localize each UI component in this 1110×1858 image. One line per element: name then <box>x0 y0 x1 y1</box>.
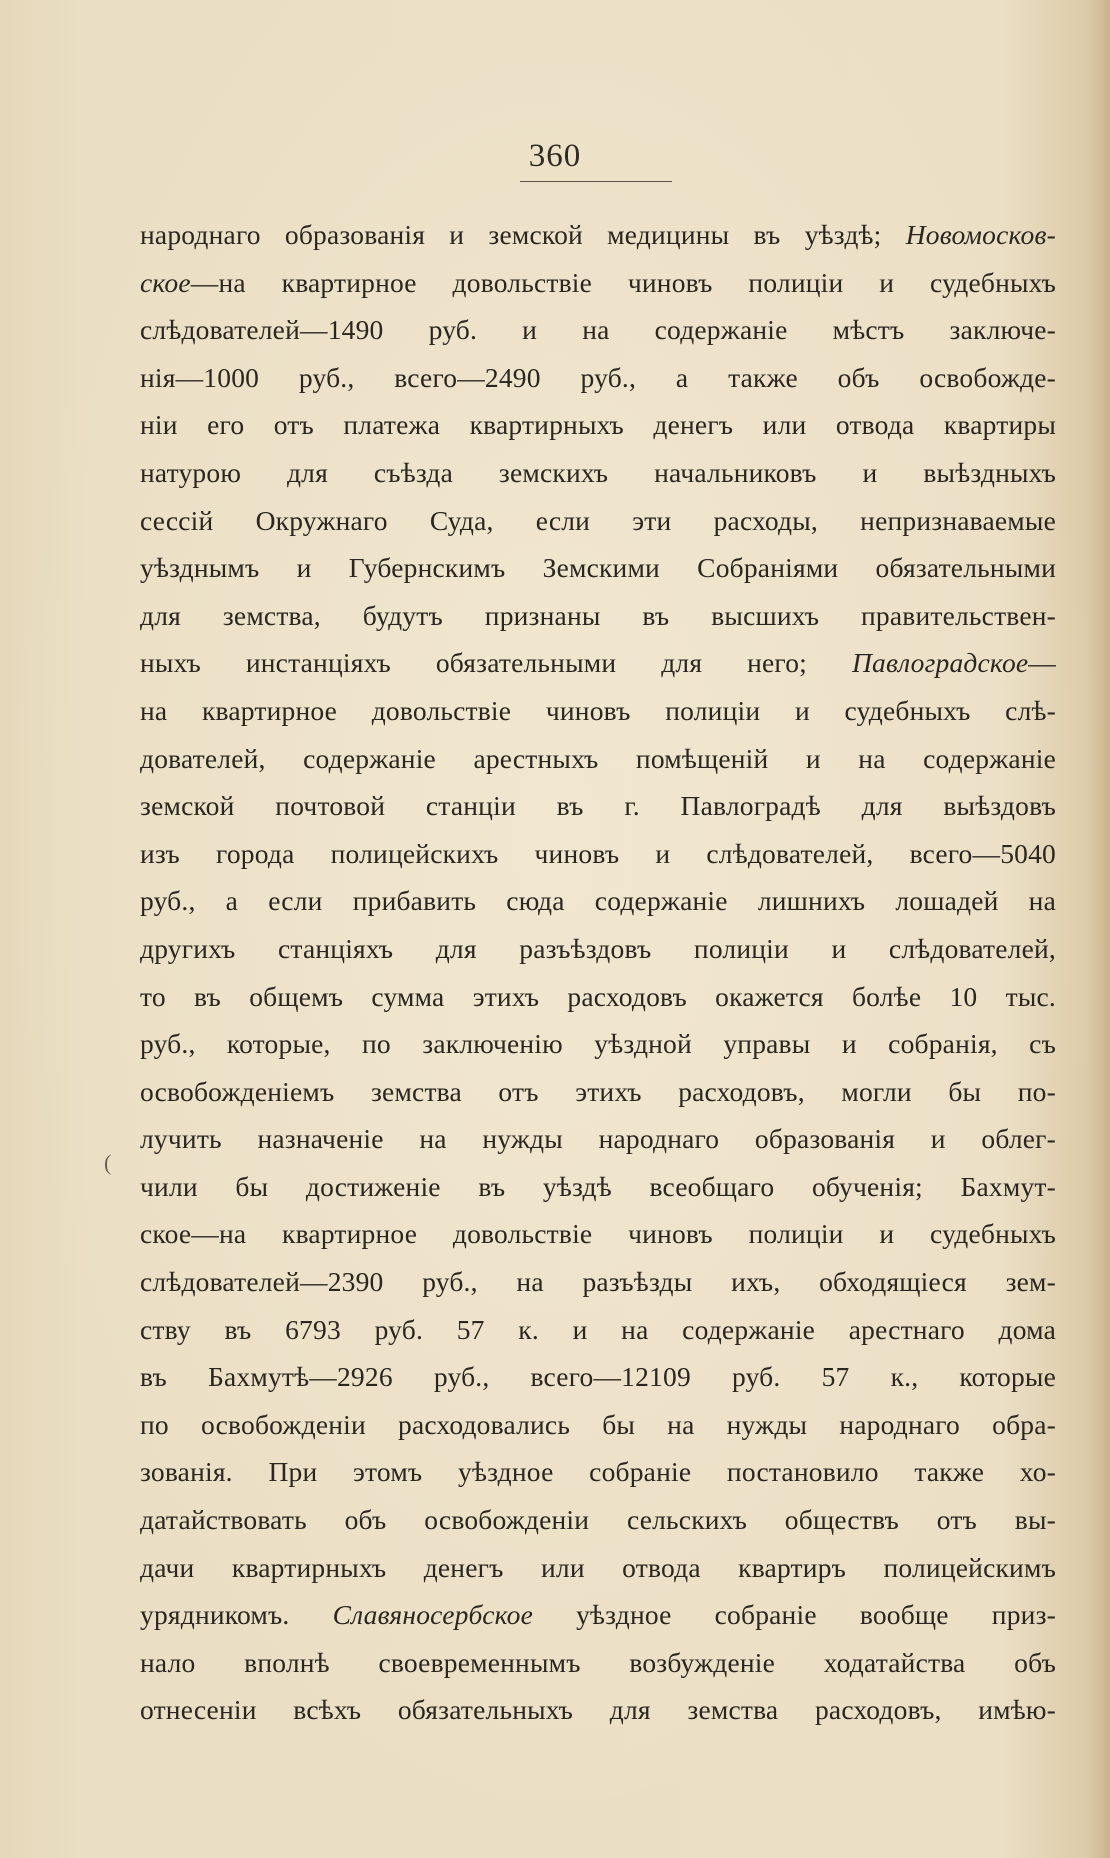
text-segment: уѣзднымъ и Губернскимъ Земскими Собраніями обязательными <box>140 552 1056 584</box>
text-segment: земской почтовой станціи въ г. Павлоградѣ для выѣздовъ <box>140 790 1056 822</box>
body-text <box>140 211 1056 1734</box>
text-line <box>140 1686 1056 1734</box>
text-segment: руб., а если прибавить сюда содержаніе лишнихъ лошадей на <box>140 885 1056 917</box>
text-line <box>140 687 1056 735</box>
text-line <box>140 1544 1056 1592</box>
text-line <box>140 1448 1056 1496</box>
text-segment: дачи квартирныхъ денегъ или отвода квартиръ полицейскимъ <box>140 1551 1056 1583</box>
text-segment: народнаго образованія и земской медицины въ уѣздѣ; <box>140 219 906 250</box>
text-segment: зованія. При этомъ уѣздное собраніе постановило также хо- <box>140 1456 1056 1488</box>
page-number: 360 <box>528 138 582 174</box>
text-segment: натурою для съѣзда земскихъ начальниковъ и выѣздныхъ <box>140 456 1056 488</box>
text-line <box>140 1020 1056 1068</box>
margin-mark: ( <box>104 1150 112 1175</box>
text-line <box>140 830 1056 878</box>
text-segment: датайствовать объ освобожденіи сельскихъ обществъ отъ вы- <box>140 1504 1056 1536</box>
text-segment: въ Бахмутѣ—2926 руб., всего—12109 руб. 57 к., которые <box>140 1361 1056 1393</box>
text-segment: слѣдователей—1490 руб. и на содержаніе мѣстъ заключе- <box>140 314 1056 346</box>
italic-text: Новомосков- <box>905 219 1056 250</box>
text-segment: отнесеніи всѣхъ обязательныхъ для земства расходовъ, имѣю- <box>140 1694 1056 1726</box>
text-line <box>140 1639 1056 1687</box>
text-segment: руб., которые, по заключенію уѣздной управы и собранія, съ <box>140 1028 1056 1060</box>
text-segment: урядникомъ. <box>140 1599 333 1631</box>
text-line <box>140 211 1056 259</box>
text-segment: ніи его отъ платежа квартирныхъ денегъ или отвода квартиры <box>140 409 1056 441</box>
text-line <box>140 735 1056 783</box>
text-line <box>140 639 1056 687</box>
text-segment: — <box>1028 647 1056 679</box>
text-line <box>140 401 1056 449</box>
text-segment: для земства, будутъ признаны въ высшихъ правительствен- <box>140 599 1056 631</box>
page-edge-shadow <box>1088 0 1110 1858</box>
text-line <box>140 877 1056 925</box>
text-line <box>140 1591 1056 1639</box>
text-segment: то въ общемъ сумма этихъ расходовъ окажется болѣе 10 тыс. <box>140 980 1056 1012</box>
text-line <box>140 259 1056 307</box>
text-line <box>140 1306 1056 1354</box>
text-segment: изъ города полицейскихъ чиновъ и слѣдователей, всего—5040 <box>140 837 1056 869</box>
text-line <box>140 925 1056 973</box>
text-line <box>140 1068 1056 1116</box>
text-segment: сессій Окружнаго Суда, если эти расходы, непризнаваемые <box>140 504 1056 536</box>
text-line <box>140 1115 1056 1163</box>
text-segment: ныхъ инстанціяхъ обязательными для него; <box>140 647 852 679</box>
text-segment: освобожденіемъ земства отъ этихъ расходовъ, могли бы по- <box>140 1075 1056 1107</box>
text-segment: —на квартирное довольствіе чиновъ полиціи и судебныхъ <box>190 266 1056 298</box>
italic-text: Павлоградское <box>851 647 1029 679</box>
text-segment: ское—на квартирное довольствіе чиновъ полиціи и судебныхъ <box>140 1218 1056 1250</box>
text-line <box>140 1163 1056 1211</box>
text-segment: чили бы достиженіе въ уѣздѣ всеобщаго обученія; Бахмут- <box>140 1170 1056 1202</box>
text-line <box>140 1210 1056 1258</box>
text-line <box>140 1353 1056 1401</box>
text-segment: другихъ станціяхъ для разъѣздовъ полиціи и слѣдователей, <box>140 932 1056 964</box>
text-segment: по освобожденіи расходовались бы на нужды народнаго обра- <box>140 1408 1056 1440</box>
text-line <box>140 973 1056 1021</box>
text-segment: ству въ 6793 руб. 57 к. и на содержаніе арестнаго дома <box>140 1313 1056 1345</box>
text-line <box>140 1401 1056 1449</box>
text-segment: на квартирное довольствіе чиновъ полиціи и судебныхъ слѣ- <box>140 694 1056 726</box>
text-segment: уѣздное собраніе вообще приз- <box>533 1599 1056 1631</box>
text-segment: нія—1000 руб., всего—2490 руб., а также объ освобожде- <box>140 361 1056 393</box>
text-line <box>140 1496 1056 1544</box>
text-line <box>140 306 1056 354</box>
text-line <box>140 1258 1056 1306</box>
text-segment: лучить назначеніе на нужды народнаго образованія и облег- <box>140 1123 1056 1155</box>
header-rule <box>520 181 672 182</box>
text-segment: дователей, содержаніе арестныхъ помѣщеній и на содержаніе <box>140 742 1056 774</box>
text-line <box>140 544 1056 592</box>
text-segment: слѣдователей—2390 руб., на разъѣзды ихъ, обходящіеся зем- <box>140 1266 1056 1298</box>
text-line <box>140 497 1056 545</box>
text-line <box>140 449 1056 497</box>
text-segment: нало вполнѣ своевременнымъ возбужденіе ходатайства объ <box>140 1646 1056 1678</box>
text-line <box>140 354 1056 402</box>
text-line <box>140 592 1056 640</box>
text-line <box>140 782 1056 830</box>
italic-text: ское <box>140 266 191 298</box>
italic-text: Славяносербское <box>332 1599 533 1631</box>
